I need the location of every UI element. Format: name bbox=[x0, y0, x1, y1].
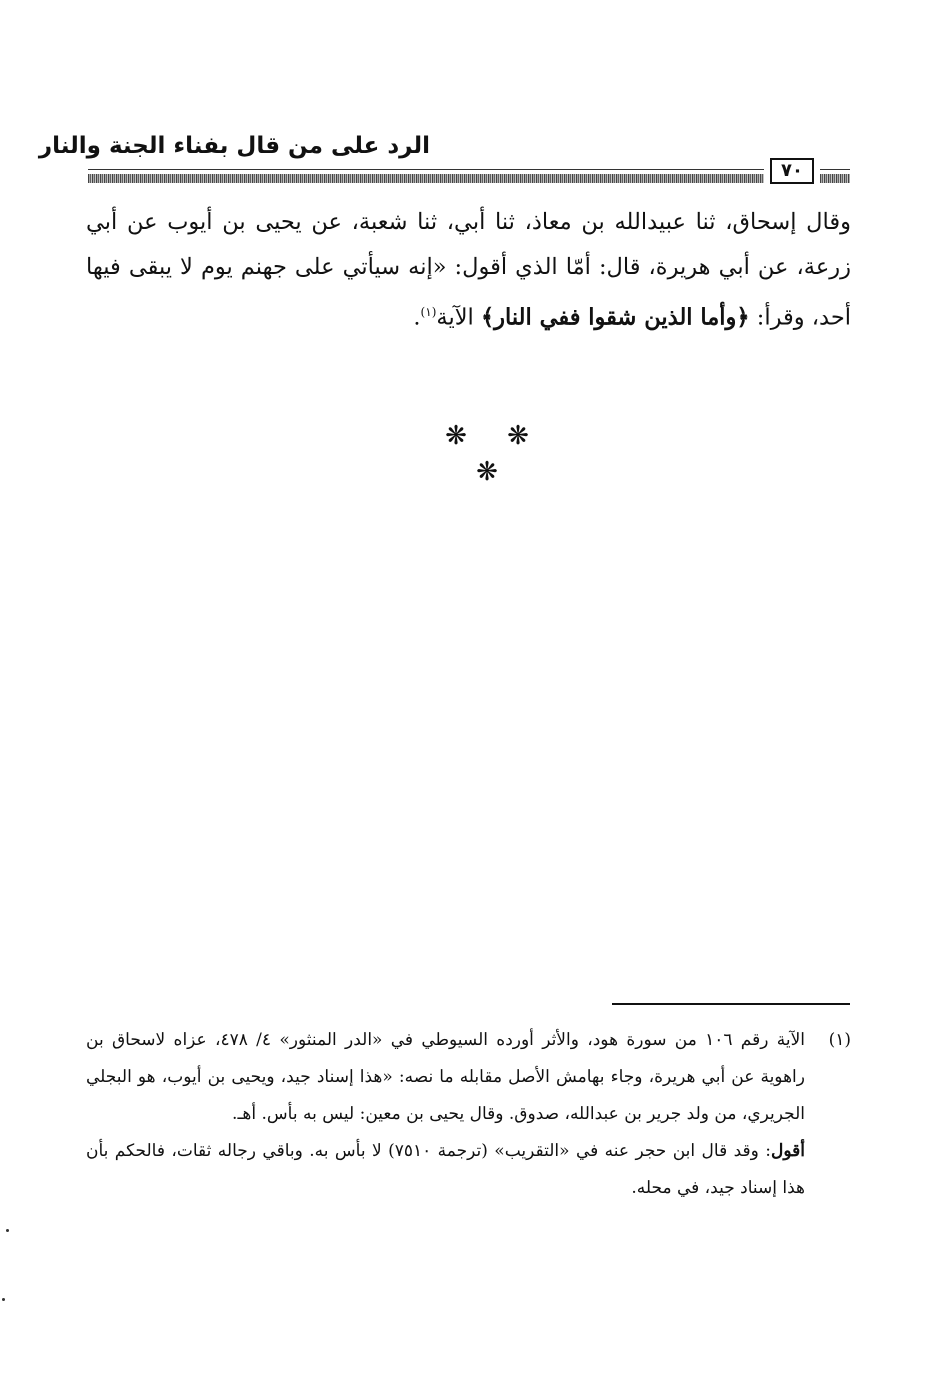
footnote-reference: (١) bbox=[420, 305, 437, 319]
footnotes bbox=[86, 1022, 851, 1207]
section-separator-stars: ❋ ❋ ❋ bbox=[445, 421, 545, 487]
scan-speck bbox=[2, 1298, 5, 1301]
header-rule-left bbox=[88, 174, 764, 183]
footnote-commentary-text: : وقد قال ابن حجر عنه في «التقريب» (ترجمة ٧٥١٠) لا بأس به. وباقي رجاله ثقات، فالحكم بأن هذا إسناد جيد، في محله. bbox=[86, 1141, 805, 1198]
header-rule-right bbox=[820, 174, 850, 183]
footnote-commentary-lead: أقول bbox=[771, 1141, 806, 1161]
footnote-text: الآية رقم ١٠٦ من سورة هود، والأثر أورده السيوطي في «الدر المنثور» ٤/ ٤٧٨، عزاه لاسحاق بن راهوية عن أبي هريرة، وجاء بهامش الأصل مقابله ما نصه: «هذا إسناد جيد، ويحيى بن أيوب، هو البجلي الجريري، من ولد جرير بن عبدالله، صدوق. وقال يحيى بن معين: ليس به بأس. أهـ. bbox=[86, 1030, 805, 1124]
main-text bbox=[86, 200, 851, 341]
footnote-commentary bbox=[86, 1133, 851, 1207]
main-text-part-1: وقال إسحاق، ثنا عبيدالله بن معاذ، ثنا أبي، ثنا شعبة، عن يحيى بن أيوب عن أبي زرعة، عن أبي هريرة، قال: أمّا الذي أقول: «إنه سيأتي على جهنم يوم لا يبقى فيها أحد، وقرأ: bbox=[86, 209, 851, 331]
main-text-end: . bbox=[413, 304, 421, 331]
footnote-item bbox=[86, 1022, 851, 1133]
scan-speck bbox=[6, 1229, 9, 1232]
header-rule-thin-left bbox=[88, 169, 764, 170]
quran-verse: ﴿وأما الذين شقوا ففي النار﴾ bbox=[480, 304, 750, 331]
footnote-number: (١) bbox=[828, 1030, 851, 1050]
footnote-rule bbox=[612, 1003, 850, 1005]
header-rule-thin-right bbox=[820, 169, 850, 170]
page-number-box: ٧٠ bbox=[770, 158, 814, 184]
running-header-title: الرد على من قال بفناء الجنة والنار bbox=[38, 133, 430, 159]
main-text-part-2: الآية bbox=[436, 304, 481, 331]
